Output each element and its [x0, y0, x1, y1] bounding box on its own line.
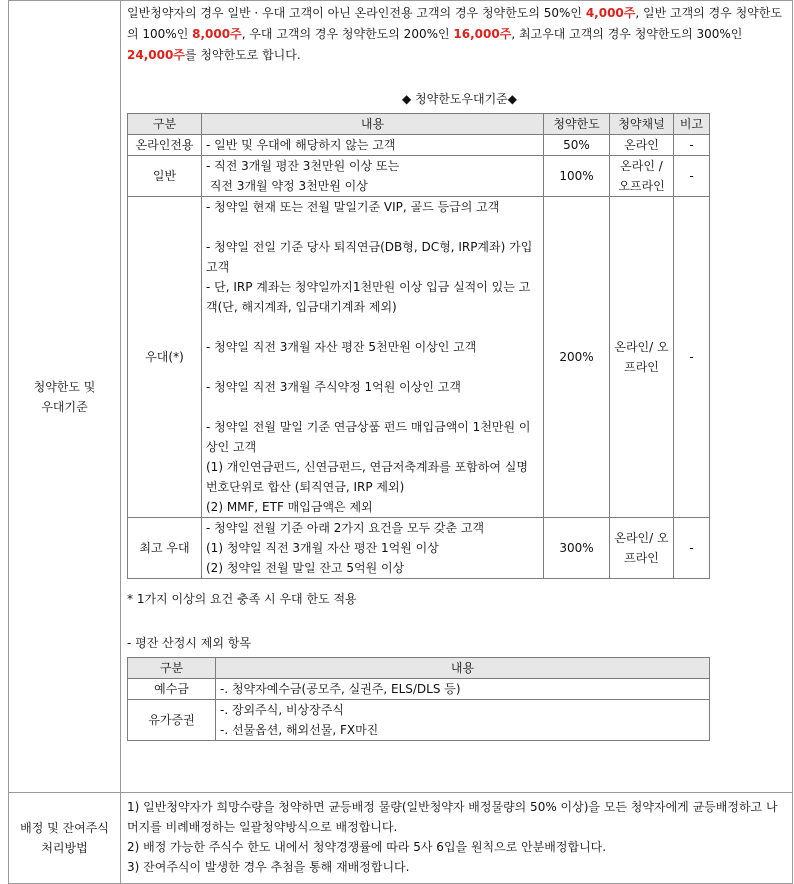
general-limit-shares: 8,000주	[192, 27, 242, 41]
row-note: -	[674, 135, 710, 156]
row-note: -	[674, 518, 710, 579]
section-content-limit	[121, 1, 793, 793]
allocation-item: 3) 잔여주식이 발생한 경우 추첨을 통해 재배정합니다.	[127, 860, 410, 874]
exclusion-table-header	[128, 658, 710, 679]
row-category: 일반	[128, 156, 202, 197]
table-row	[128, 679, 710, 700]
row-channel: 온라인	[610, 135, 674, 156]
allocation-item: 1) 일반청약자가 희망수량을 청약하면 균등배정 물량(일반청약자 배정물량의 50% 이상)을 모든 청약자에게 균등배정하고 나머지를 비례배정하는 일괄청약방식으로 배정합니다.	[127, 800, 778, 834]
row-note: -	[674, 197, 710, 518]
table-caption: ◆ 청약한도우대기준◆	[401, 92, 517, 106]
section-label-allocation: 배정 및 잔여주식 처리방법	[9, 793, 121, 884]
section-label-limit: 청약한도 및 우대기준	[9, 1, 121, 793]
row-limit: 300%	[544, 518, 610, 579]
header-limit: 청약한도	[544, 114, 610, 135]
row-limit: 50%	[544, 135, 610, 156]
preferred-limit-shares: 16,000주	[453, 27, 512, 41]
online-limit-shares: 4,000주	[585, 6, 636, 20]
row-content: -. 장외주식, 비상장주식 -. 선물옵션, 해외선물, FX마진	[216, 700, 710, 741]
terms-table	[8, 0, 793, 884]
row-limit: 100%	[544, 156, 610, 197]
header-channel: 청약채널	[610, 114, 674, 135]
allocation-item: 2) 배정 가능한 주식수 한도 내에서 청약경쟁률에 따라 5사 6입을 원칙으로 안분배정합니다.	[127, 840, 607, 854]
row-category: 유가증권	[128, 700, 216, 741]
table-row	[128, 197, 710, 518]
row-channel: 온라인 / 오프라인	[610, 156, 674, 197]
header-note: 비고	[674, 114, 710, 135]
row-content: - 청약일 전월 기준 아래 2가지 요건을 모두 갖춘 고객 (1) 청약일 직전 3개월 자산 평잔 1억원 이상 (2) 청약일 전월 말일 잔고 5억원 이상	[202, 518, 544, 579]
limit-table-header	[128, 114, 710, 135]
row-category: 예수금	[128, 679, 216, 700]
table-row	[128, 518, 710, 579]
exclusion-table	[127, 657, 710, 741]
header-content: 내용	[216, 658, 710, 679]
section-content-allocation	[121, 793, 793, 884]
row-content: -. 청약자예수금(공모주, 실권주, ELS/DLS 등)	[216, 679, 710, 700]
row-content: - 일반 및 우대에 해당하지 않는 고객	[202, 135, 544, 156]
header-category: 구분	[128, 114, 202, 135]
row-channel: 온라인/ 오프라인	[610, 518, 674, 579]
offering-terms-section	[8, 0, 792, 881]
row-category: 우대(*)	[128, 197, 202, 518]
table-row	[128, 700, 710, 741]
table-row	[128, 135, 710, 156]
header-content: 내용	[202, 114, 544, 135]
table-row	[128, 156, 710, 197]
subscription-limit-table	[127, 113, 710, 579]
intro-paragraph: 일반청약자의 경우 일반 · 우대 고객이 아닌 온라인전용 고객의 경우 청약한도의 50%인 4,000주, 일반 고객의 경우 청약한도의 100%인 8,000주, 우대 고객의 경우 청약한도의 200%인 16,000주, 최고우대 고객의 경우 청약한도의 300%인 24,000주를 청약한도로 합니다.	[127, 6, 782, 62]
row-content: - 직전 3개월 평잔 3천만원 이상 또는 직전 3개월 약정 3천만원 이상	[202, 156, 544, 197]
top-preferred-limit-shares: 24,000주	[127, 48, 185, 62]
row-limit: 200%	[544, 197, 610, 518]
row-content: - 청약일 현재 또는 전월 말일기준 VIP, 골드 등급의 고객 - 청약일 전일 기준 당사 퇴직연금(DB형, DC형, IRP계좌) 가입 고객 - 단, IRP 계좌는 청약일까지1천만원 이상 입금 실적이 있는 고객(단, 해지계좌, 입금대기계좌 제외) - 청약일 직전 3개월 자산 평잔 5천만원 이상인 고객 - 청약일 직전 3개월 주식약정 1억원 이상인 고객 - 청약일 전월 말일 기준 연금상품 펀드 매입금액이 1천만원 이상인 고객 (1) 개인연금펀드, 신연금펀드, 연금저축계좌를 포함하여 실명번호단위로 합산 (퇴직연금, IRP 제외) (2) MMF, ETF 매입금액은 제외	[202, 197, 544, 518]
row-category: 온라인전용	[128, 135, 202, 156]
row-note: -	[674, 156, 710, 197]
row-channel: 온라인/ 오프라인	[610, 197, 674, 518]
row-category: 최고 우대	[128, 518, 202, 579]
preferred-footnote: * 1가지 이상의 요건 충족 시 우대 한도 적용	[127, 592, 357, 606]
header-category: 구분	[128, 658, 216, 679]
exclusion-title: - 평잔 산정시 제외 항목	[127, 636, 251, 650]
